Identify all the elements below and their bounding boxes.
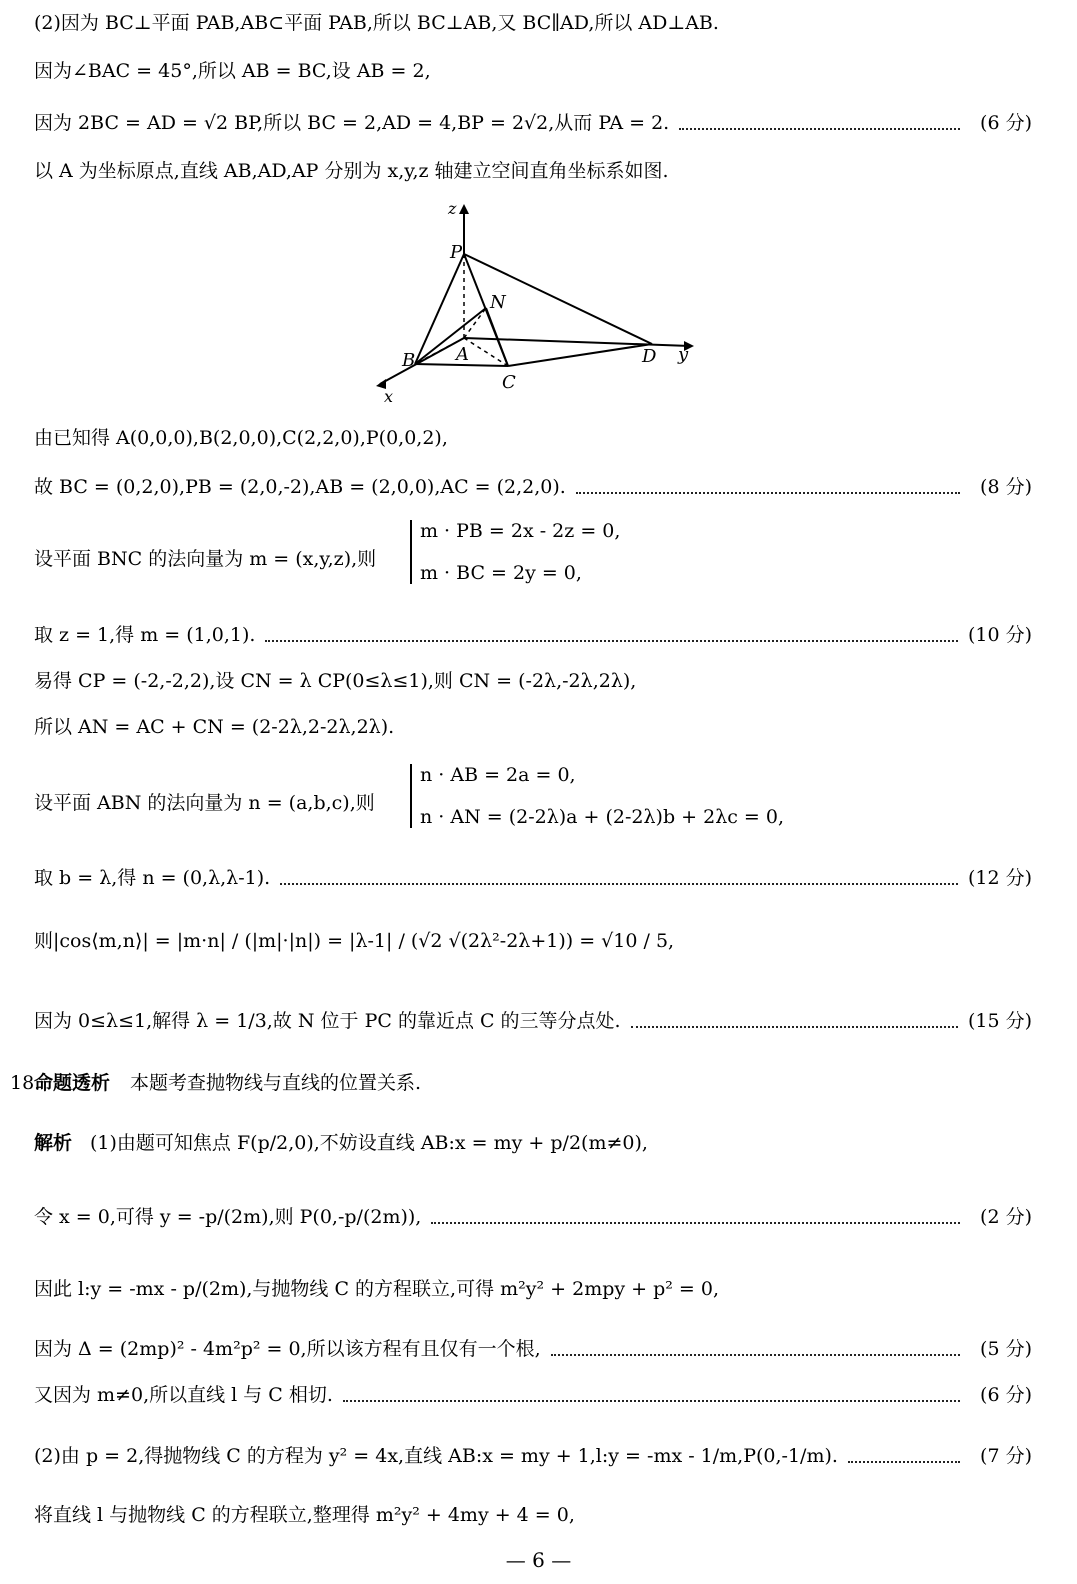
score: (12 分): [967, 867, 1032, 889]
text-line: [34, 160, 1032, 183]
text: 因为 Δ = (2mp)² - 4m²p² = 0,所以该方程有且仅有一个根,: [34, 1338, 541, 1360]
label-C: C: [502, 372, 516, 393]
text: 易得 CP = (-2,-2,2),设 CN = λ CP(0≤λ≤1),则 CN = (-2λ,-2λ,2λ),: [34, 670, 637, 692]
dot-leader: [848, 1461, 960, 1463]
score: (5 分): [980, 1338, 1032, 1360]
label-y: y: [678, 344, 689, 365]
question-18-header: [10, 1072, 1032, 1095]
text-line-with-score: [34, 476, 1032, 499]
score: (7 分): [980, 1445, 1032, 1467]
score: (6 分): [980, 1384, 1032, 1406]
equation-system: [410, 764, 784, 828]
question-number: 18.: [10, 1072, 41, 1094]
text: 因为 0≤λ≤1,解得 λ = 1/3,故 N 位于 PC 的靠近点 C 的三等分点处.: [34, 1010, 621, 1032]
label-P: P: [450, 242, 463, 263]
section-heading: 命题透析: [34, 1072, 111, 1094]
text-line: [34, 1504, 1032, 1527]
text-line-with-score: [34, 1010, 1032, 1033]
text: 又因为 m≠0,所以直线 l 与 C 相切.: [34, 1384, 333, 1406]
text-line-with-score: [34, 867, 1032, 890]
label-B: B: [402, 350, 416, 371]
score: (2 分): [980, 1206, 1032, 1228]
text-line: [34, 427, 1032, 450]
text: 取 z = 1,得 m = (1,0,1).: [34, 624, 256, 646]
label-A: A: [456, 344, 469, 365]
text: (2)因为 BC⊥平面 PAB,AB⊂平面 PAB,所以 BC⊥AB,又 BC∥AD,所以 AD⊥AB.: [34, 12, 719, 34]
3d-coordinate-diagram: [360, 196, 720, 416]
text: 令 x = 0,可得 y = -p/(2m),则 P(0,-p/(2m)),: [34, 1206, 422, 1228]
score: (10 分): [967, 624, 1032, 646]
text: 取 b = λ,得 n = (0,λ,λ-1).: [34, 867, 271, 889]
text: 因为∠BAC = 45°,所以 AB = BC,设 AB = 2,: [34, 60, 431, 82]
equation: m · PB = 2x - 2z = 0,: [420, 520, 621, 542]
text: 以 A 为坐标原点,直线 AB,AD,AP 分别为 x,y,z 轴建立空间直角坐标系如图.: [34, 160, 669, 182]
text: 将直线 l 与抛物线 C 的方程联立,整理得 m²y² + 4my + 4 = 0,: [34, 1504, 575, 1526]
page-number: — 6 —: [505, 1548, 572, 1572]
score: (15 分): [967, 1010, 1032, 1032]
text: 由已知得 A(0,0,0),B(2,0,0),C(2,2,0),P(0,0,2),: [34, 427, 448, 449]
label-N: N: [490, 292, 506, 313]
text-line: [34, 930, 1032, 953]
text-line-with-score: [34, 1338, 1032, 1361]
text: 故 BC = (0,2,0),PB = (2,0,-2),AB = (2,0,0),AC = (2,2,0).: [34, 476, 566, 498]
text: (2)由 p = 2,得抛物线 C 的方程为 y² = 4x,直线 AB:x = my + 1,l:y = -mx - 1/m,P(0,-1/m).: [34, 1445, 838, 1467]
dot-leader: [631, 1026, 958, 1028]
text: 本题考查抛物线与直线的位置关系.: [130, 1072, 422, 1094]
label-x: x: [384, 387, 394, 406]
dot-leader: [679, 128, 960, 130]
dot-leader: [343, 1400, 960, 1402]
text-line: [34, 1132, 1032, 1155]
text-line-with-score: [34, 624, 1032, 647]
text-line-with-score: [34, 1384, 1032, 1407]
analysis-heading: 解析: [34, 1132, 73, 1154]
equation: n · AN = (2-2λ)a + (2-2λ)b + 2λc = 0,: [420, 806, 785, 828]
label-z: z: [448, 199, 457, 218]
dot-leader: [280, 883, 958, 885]
text: 因此 l:y = -mx - p/(2m),与抛物线 C 的方程联立,可得 m²y² + 2mpy + p² = 0,: [34, 1278, 720, 1300]
text-line-with-score: [34, 112, 1032, 135]
text: 设平面 BNC 的法向量为 m = (x,y,z),则: [34, 548, 377, 570]
dot-leader: [551, 1354, 960, 1356]
score: (6 分): [980, 112, 1032, 134]
text-line: [34, 12, 1032, 35]
text-line: [34, 1278, 1032, 1301]
text: 所以 AN = AC + CN = (2-2λ,2-2λ,2λ).: [34, 716, 395, 738]
dot-leader: [265, 640, 958, 642]
score: (8 分): [980, 476, 1032, 498]
text-line: [34, 716, 1032, 739]
text-line: [34, 60, 1032, 83]
equation: m · BC = 2y = 0,: [420, 562, 582, 584]
dot-leader: [576, 492, 960, 494]
equation-system: [410, 520, 620, 584]
text: 因为 2BC = AD = √2 BP,所以 BC = 2,AD = 4,BP = 2√2,从而 PA = 2.: [34, 112, 670, 134]
text-line-with-score: [34, 1445, 1032, 1468]
label-D: D: [642, 346, 657, 367]
text: 设平面 ABN 的法向量为 n = (a,b,c),则: [34, 792, 375, 814]
equation: n · AB = 2a = 0,: [420, 764, 576, 786]
dot-leader: [431, 1222, 960, 1224]
text-line-with-score: [34, 1206, 1032, 1229]
text: (1)由题可知焦点 F(p/2,0),不妨设直线 AB:x = my + p/2(m≠0),: [90, 1132, 648, 1154]
text-line: [34, 670, 1032, 693]
formula: 则|cos⟨m,n⟩| = |m·n| / (|m|·|n|) = |λ-1| / (√2 √(2λ²-2λ+1)) = √10 / 5,: [34, 930, 675, 952]
